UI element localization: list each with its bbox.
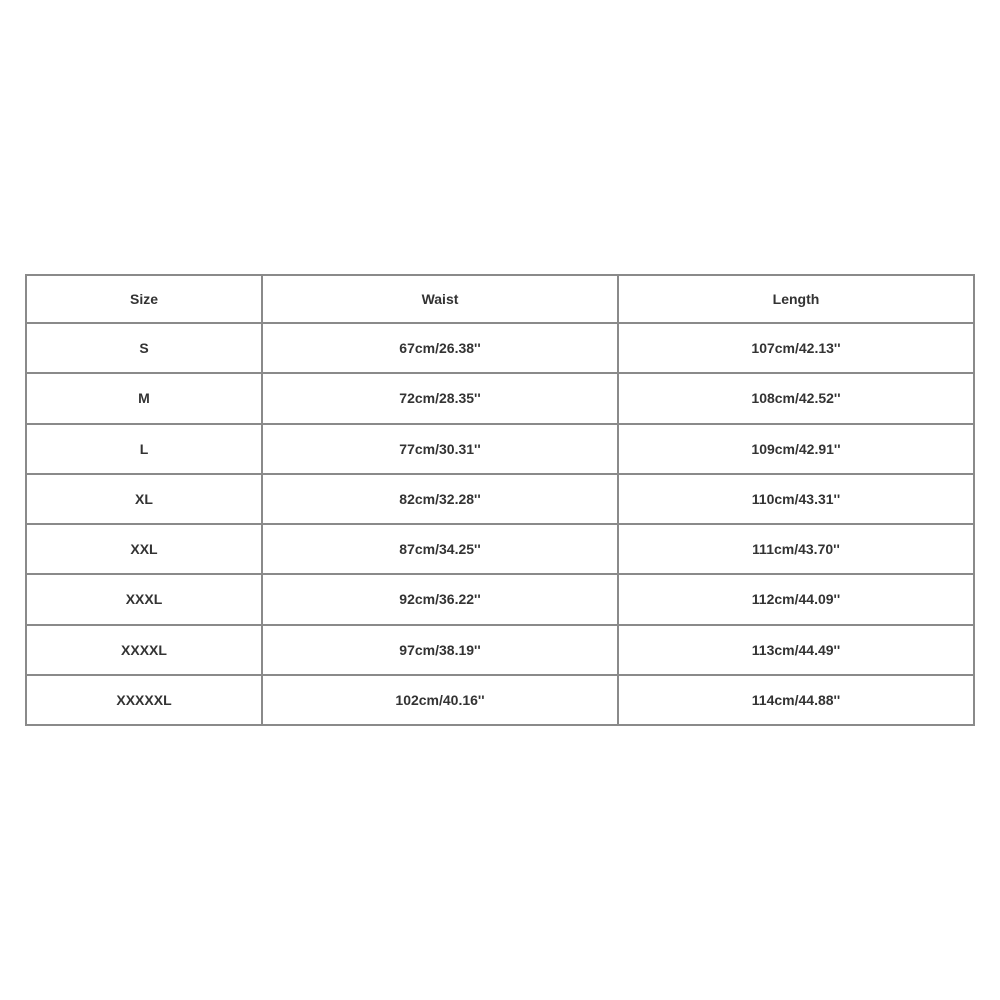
- cell-waist: 92cm/36.22'': [262, 574, 618, 624]
- cell-length: 107cm/42.13'': [618, 323, 974, 373]
- cell-size: XXXXL: [26, 625, 262, 675]
- cell-waist: 87cm/34.25'': [262, 524, 618, 574]
- cell-size: XXL: [26, 524, 262, 574]
- cell-waist: 72cm/28.35'': [262, 373, 618, 423]
- cell-length: 110cm/43.31'': [618, 474, 974, 524]
- table-row: [26, 675, 974, 725]
- cell-size: M: [26, 373, 262, 423]
- cell-length: 113cm/44.49'': [618, 625, 974, 675]
- cell-length: 111cm/43.70'': [618, 524, 974, 574]
- cell-length: 109cm/42.91'': [618, 424, 974, 474]
- cell-waist: 77cm/30.31'': [262, 424, 618, 474]
- cell-length: 112cm/44.09'': [618, 574, 974, 624]
- cell-size: XL: [26, 474, 262, 524]
- table-row: [26, 574, 974, 624]
- table-row: [26, 424, 974, 474]
- header-size: Size: [26, 275, 262, 323]
- table-row: [26, 474, 974, 524]
- table-row: [26, 625, 974, 675]
- size-chart-table: [25, 274, 975, 726]
- cell-waist: 67cm/26.38'': [262, 323, 618, 373]
- table-header-row: [26, 275, 974, 323]
- table-row: [26, 323, 974, 373]
- header-length: Length: [618, 275, 974, 323]
- header-waist: Waist: [262, 275, 618, 323]
- cell-size: L: [26, 424, 262, 474]
- cell-size: XXXXXL: [26, 675, 262, 725]
- cell-size: XXXL: [26, 574, 262, 624]
- table-row: [26, 373, 974, 423]
- cell-length: 114cm/44.88'': [618, 675, 974, 725]
- table-row: [26, 524, 974, 574]
- cell-length: 108cm/42.52'': [618, 373, 974, 423]
- cell-waist: 102cm/40.16'': [262, 675, 618, 725]
- cell-waist: 97cm/38.19'': [262, 625, 618, 675]
- cell-waist: 82cm/32.28'': [262, 474, 618, 524]
- cell-size: S: [26, 323, 262, 373]
